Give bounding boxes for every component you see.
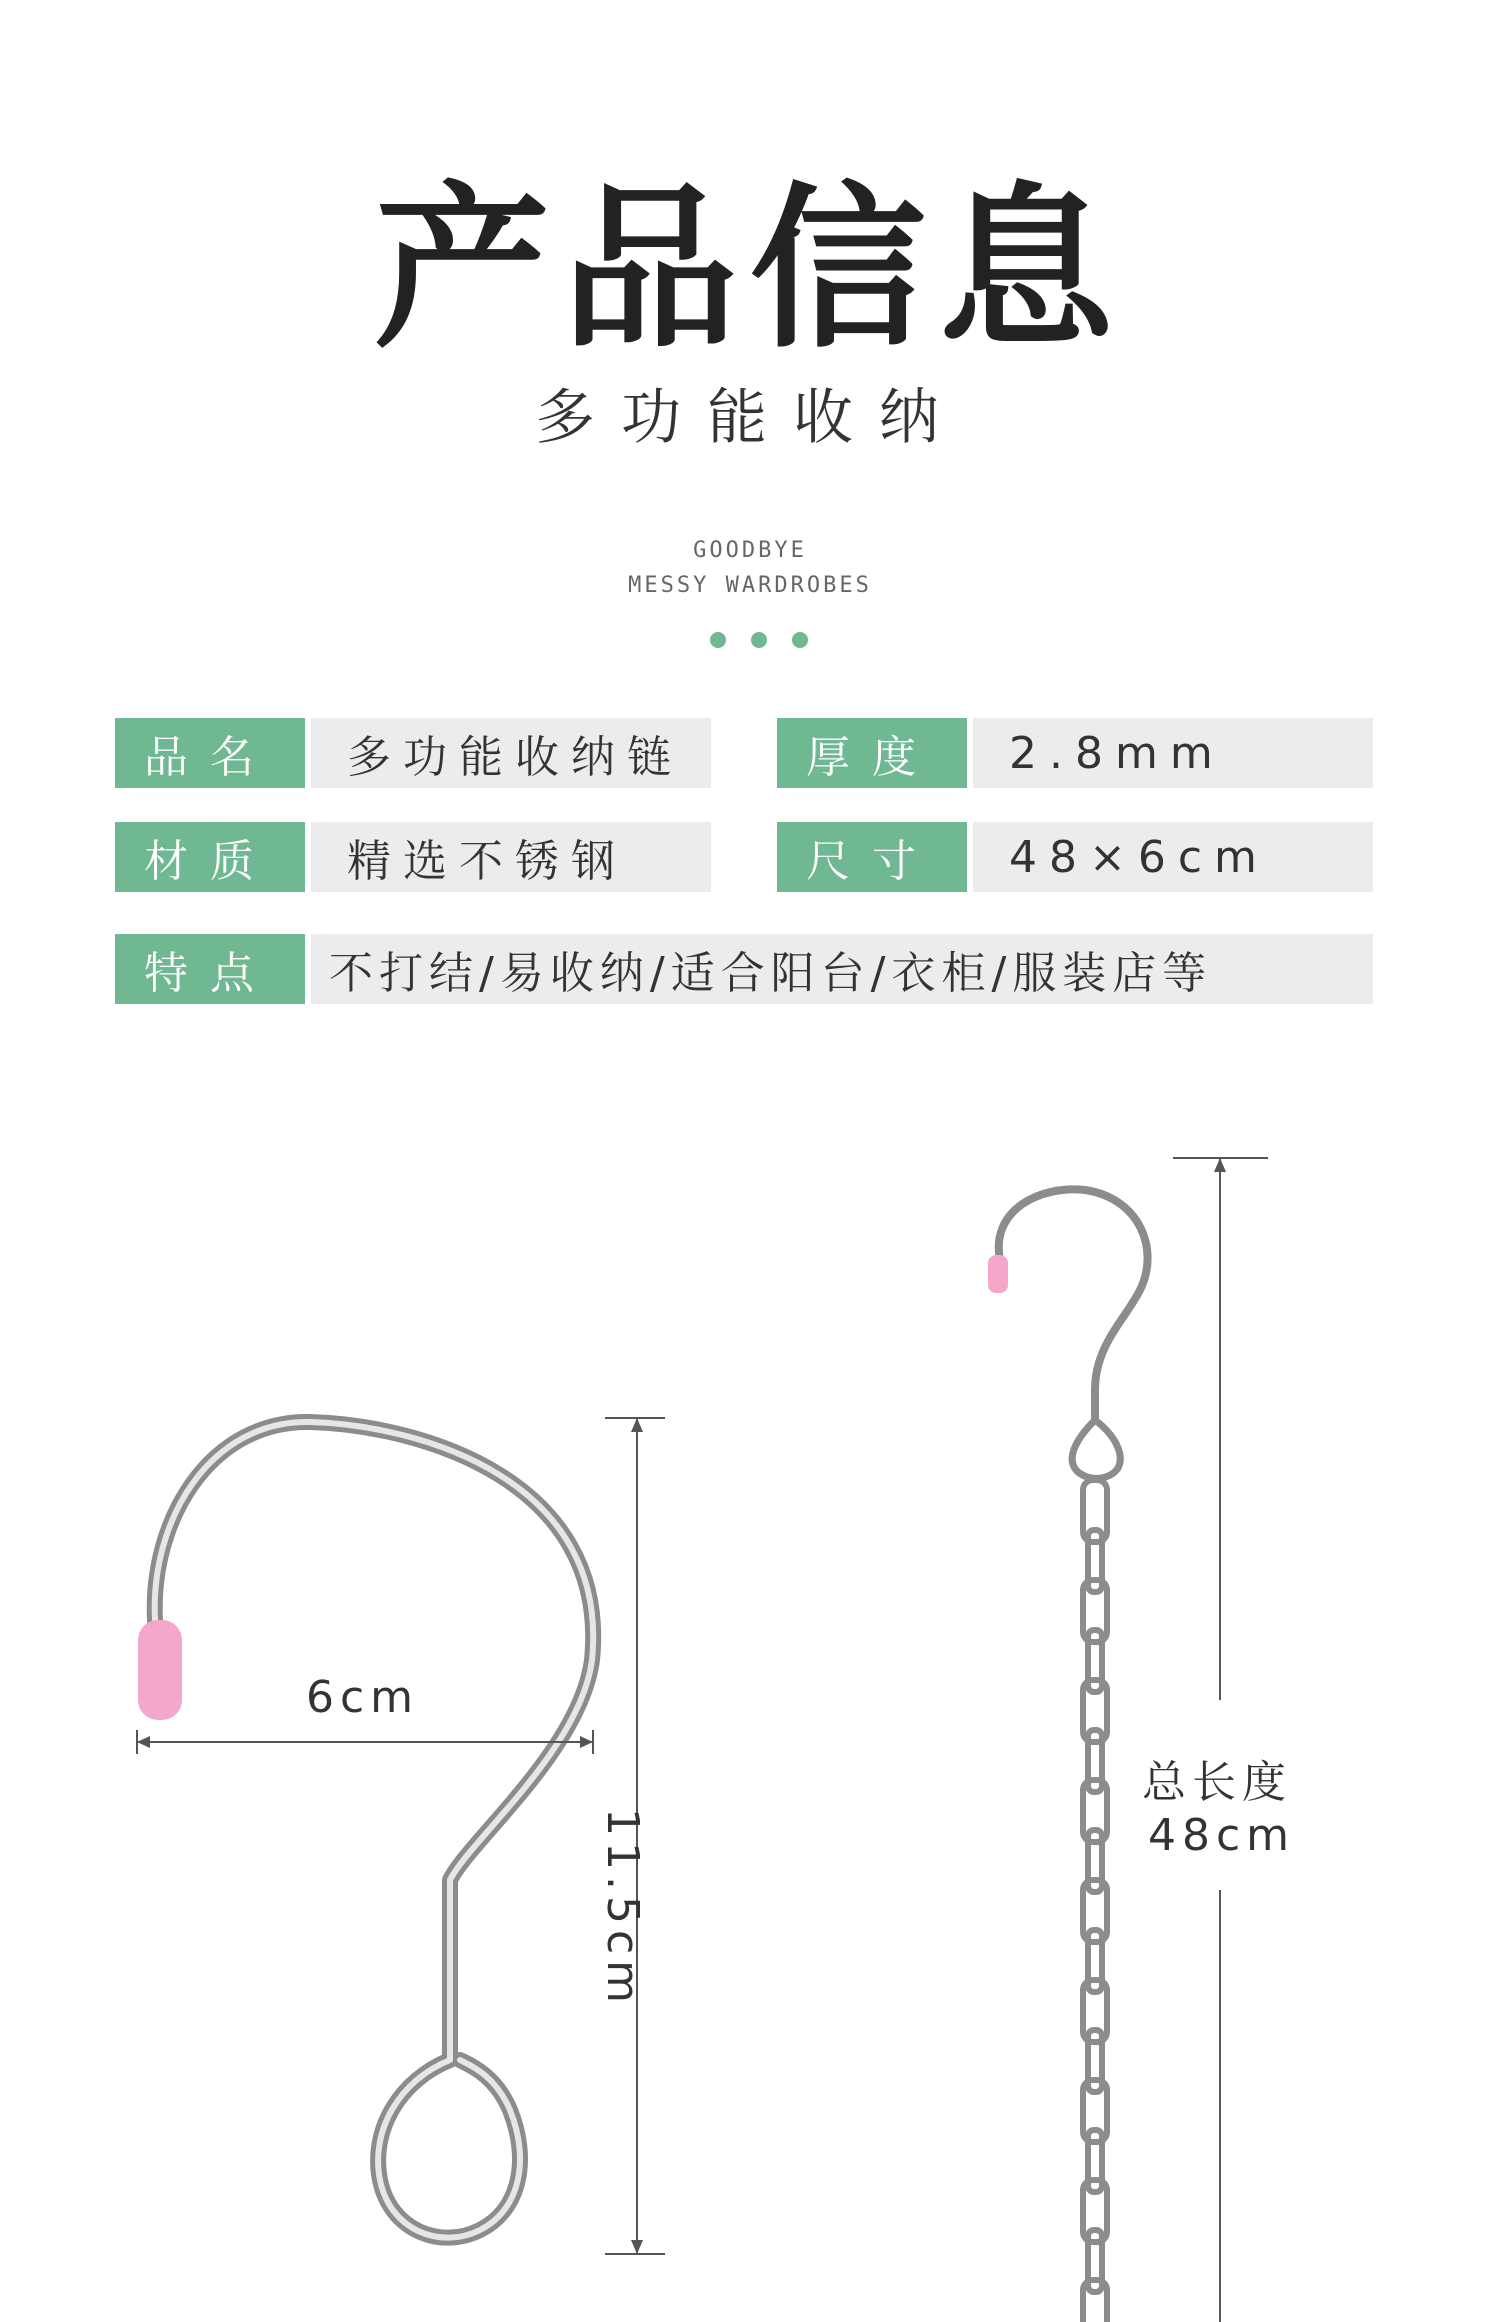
english-tagline-2: MESSY WARDROBES — [628, 573, 872, 598]
decor-dot — [710, 632, 726, 648]
chain-length-dimension — [1173, 1158, 1268, 2322]
chain-link — [1083, 2280, 1107, 2322]
spec-label-name: 品名 — [115, 718, 305, 788]
spec-value-size: 48×6cm — [973, 822, 1373, 892]
page-title: 产品信息 — [373, 167, 1126, 372]
hook-width-label: 6cm — [306, 1672, 420, 1723]
chain-image — [988, 1189, 1148, 2322]
spec-value-material: 精选不锈钢 — [311, 822, 711, 892]
total-length-label: 总长度 — [1142, 1757, 1292, 1808]
page-subtitle: 多功能收纳 — [535, 383, 965, 453]
spec-label-thickness: 厚度 — [777, 718, 967, 788]
product-illustration — [0, 1100, 1500, 2322]
spec-label-feature: 特点 — [115, 934, 305, 1004]
decor-dot — [792, 632, 808, 648]
spec-label-size: 尺寸 — [777, 822, 967, 892]
spec-label-material: 材质 — [115, 822, 305, 892]
total-length-value: 48cm — [1148, 1810, 1296, 1861]
english-tagline-1: GOODBYE — [693, 538, 807, 563]
chain-pink-cap — [988, 1255, 1008, 1293]
spec-value-name: 多功能收纳链 — [311, 718, 711, 788]
hook-width-dimension — [137, 1730, 593, 1754]
spec-value-thickness: 2.8mm — [973, 718, 1373, 788]
hook-height-label: 11.5cm — [597, 1808, 648, 2010]
hook-pink-cap — [138, 1620, 182, 1720]
hook-image — [138, 1422, 593, 2238]
spec-value-feature: 不打结/易收纳/适合阳台/衣柜/服装店等 — [311, 934, 1373, 1004]
decor-dot — [751, 632, 767, 648]
